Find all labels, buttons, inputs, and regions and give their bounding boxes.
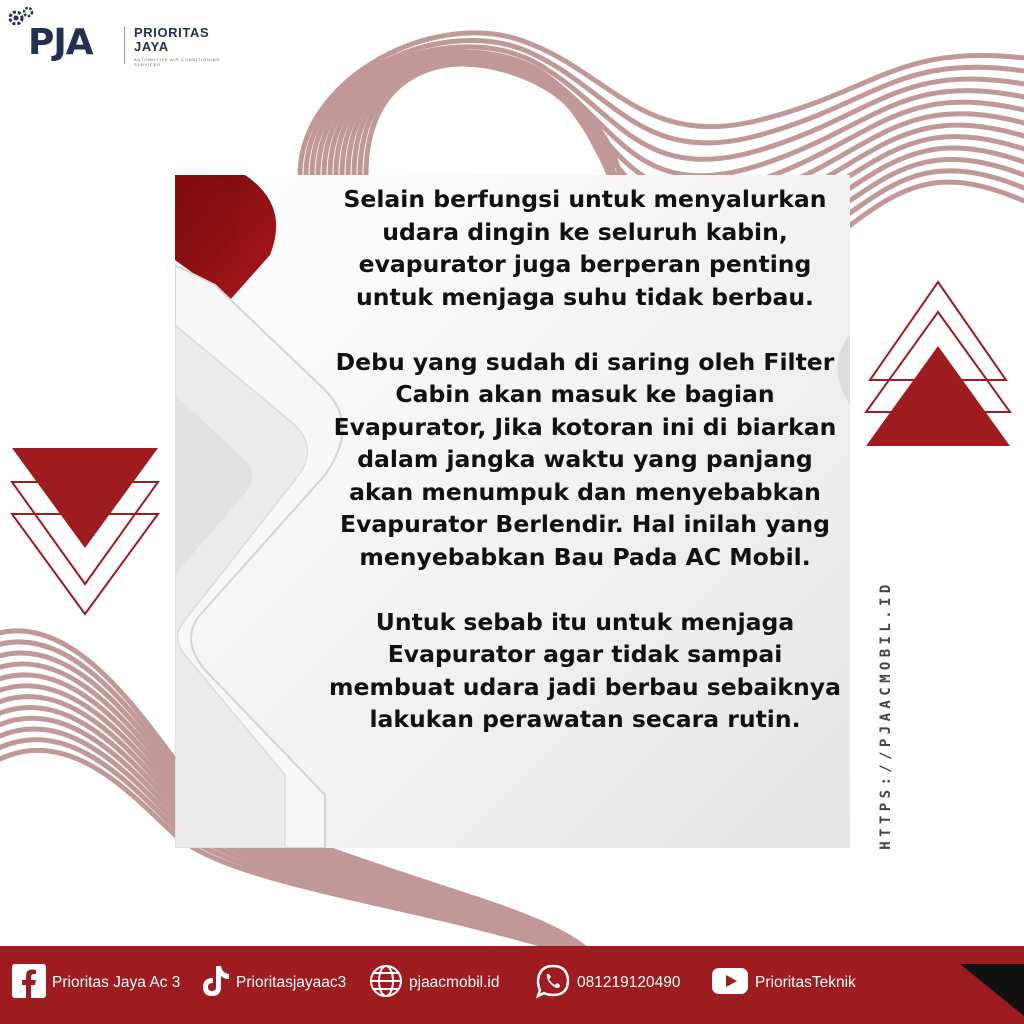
brand-name-line1: PRIORITAS	[134, 25, 210, 40]
social-youtube[interactable]	[711, 966, 856, 1000]
youtube-icon	[711, 967, 749, 999]
social-tiktok-label: Prioritasjayaac3	[236, 974, 347, 991]
article-text	[325, 183, 845, 736]
social-whatsapp-label: 081219120490	[577, 974, 681, 991]
social-website-label: pjaacmobil.id	[409, 974, 500, 991]
social-facebook-label: Prioritas Jaya Ac 3	[52, 974, 181, 991]
facebook-icon	[12, 964, 46, 1002]
social-facebook[interactable]	[12, 966, 180, 1000]
globe-icon	[369, 964, 403, 1002]
website-url: HTTPS://PJAACMOBIL.ID	[878, 580, 894, 850]
triangle-decoration-right	[862, 276, 1014, 451]
logo-mark: PJA	[28, 22, 93, 63]
paragraph: Selain berfungsi untuk menyalurkan udara dingin ke seluruh kabin, evapurator juga berperan penting untuk menjaga suhu tidak berbau.	[343, 185, 827, 311]
brand-name-line2: JAYA	[134, 39, 169, 54]
footer-social-bar	[0, 946, 1024, 1024]
social-youtube-label: PrioritasTeknik	[755, 974, 856, 991]
logo-divider	[124, 26, 125, 64]
company-logo	[6, 6, 236, 68]
social-website[interactable]	[369, 966, 499, 1000]
paragraph: Untuk sebab itu untuk menjaga Evapurator agar tidak sampai membuat udara jadi berbau sebaiknya lakukan perawatan secara rutin.	[329, 607, 841, 733]
tiktok-icon	[200, 964, 230, 1002]
brand-tagline: AUTOMOTIVE AIR CONDITIONING SERVICES	[134, 57, 221, 67]
social-tiktok[interactable]	[200, 966, 346, 1000]
triangle-decoration-left	[8, 444, 164, 619]
whatsapp-icon	[535, 963, 571, 1003]
brand-name	[134, 26, 209, 54]
paragraph: Debu yang sudah di saring oleh Filter Cabin akan masuk ke bagian Evapurator, Jika kotoran ini di biarkan dalam jangka waktu yang panjang akan menumpuk dan menyebabkan Evapurator Berlendir. Hal inilah yang menyebabkan Bau Pada AC Mobil.	[333, 347, 837, 571]
social-whatsapp[interactable]	[535, 966, 680, 1000]
content-card	[175, 175, 850, 848]
